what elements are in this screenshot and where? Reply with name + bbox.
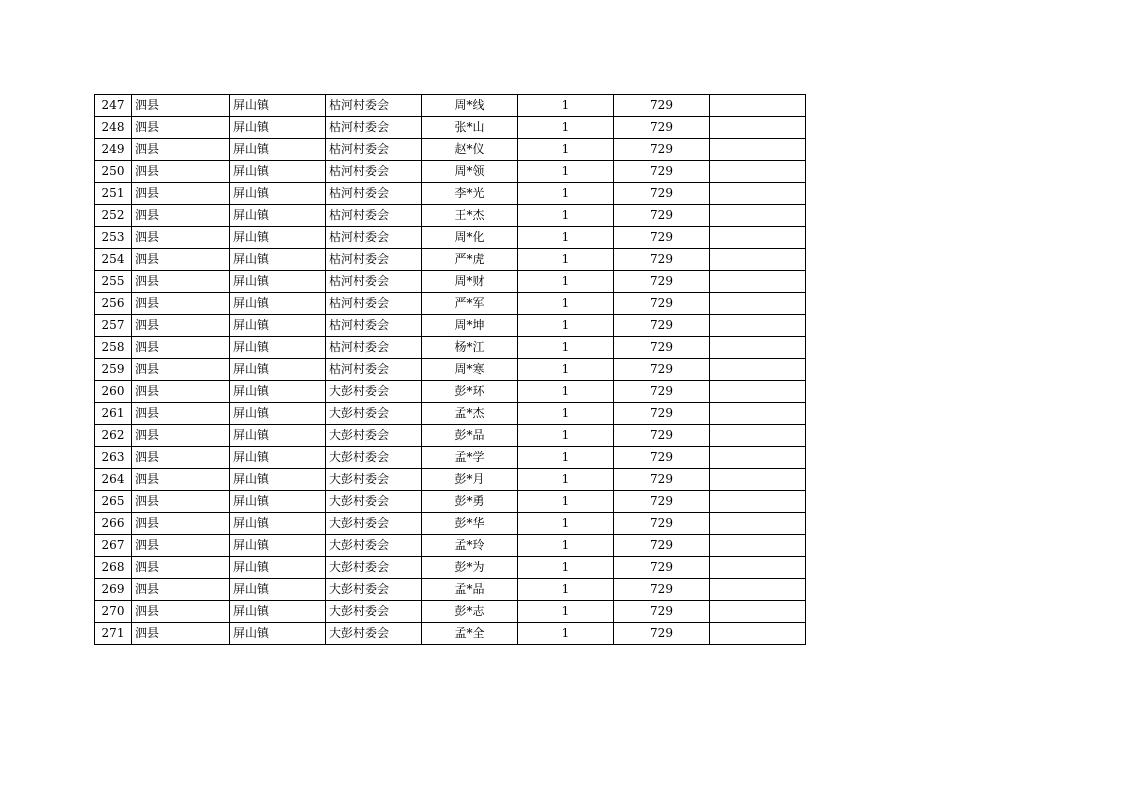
cell-note [710, 161, 806, 183]
cell-name: 周*领 [422, 161, 518, 183]
cell-count: 1 [518, 117, 614, 139]
cell-note [710, 403, 806, 425]
cell-note [710, 359, 806, 381]
cell-name: 孟*全 [422, 623, 518, 645]
cell-name: 彭*品 [422, 425, 518, 447]
cell-amount: 729 [614, 183, 710, 205]
cell-note [710, 381, 806, 403]
cell-name: 周*财 [422, 271, 518, 293]
cell-village: 大彭村委会 [326, 381, 422, 403]
cell-town: 屏山镇 [230, 227, 326, 249]
cell-county: 泗县 [132, 271, 230, 293]
cell-name: 周*化 [422, 227, 518, 249]
cell-name: 赵*仪 [422, 139, 518, 161]
cell-town: 屏山镇 [230, 205, 326, 227]
cell-county: 泗县 [132, 579, 230, 601]
cell-county: 泗县 [132, 337, 230, 359]
cell-note [710, 205, 806, 227]
cell-note [710, 183, 806, 205]
table-row [95, 161, 806, 183]
cell-serial-number: 268 [95, 557, 132, 579]
cell-amount: 729 [614, 139, 710, 161]
cell-count: 1 [518, 337, 614, 359]
table-row [95, 95, 806, 117]
cell-town: 屏山镇 [230, 315, 326, 337]
table-body [95, 95, 806, 645]
cell-county: 泗县 [132, 359, 230, 381]
cell-amount: 729 [614, 447, 710, 469]
cell-serial-number: 249 [95, 139, 132, 161]
cell-count: 1 [518, 579, 614, 601]
table-row [95, 249, 806, 271]
cell-serial-number: 269 [95, 579, 132, 601]
cell-amount: 729 [614, 403, 710, 425]
cell-county: 泗县 [132, 425, 230, 447]
cell-town: 屏山镇 [230, 139, 326, 161]
cell-serial-number: 270 [95, 601, 132, 623]
cell-count: 1 [518, 491, 614, 513]
cell-serial-number: 251 [95, 183, 132, 205]
cell-name: 彭*华 [422, 513, 518, 535]
cell-serial-number: 258 [95, 337, 132, 359]
cell-serial-number: 259 [95, 359, 132, 381]
table-row [95, 381, 806, 403]
cell-count: 1 [518, 95, 614, 117]
cell-amount: 729 [614, 579, 710, 601]
cell-village: 枯河村委会 [326, 249, 422, 271]
cell-name: 孟*学 [422, 447, 518, 469]
cell-note [710, 513, 806, 535]
cell-town: 屏山镇 [230, 183, 326, 205]
cell-village: 枯河村委会 [326, 315, 422, 337]
cell-name: 严*虎 [422, 249, 518, 271]
table-row [95, 447, 806, 469]
cell-town: 屏山镇 [230, 623, 326, 645]
cell-count: 1 [518, 513, 614, 535]
cell-count: 1 [518, 535, 614, 557]
cell-note [710, 249, 806, 271]
cell-serial-number: 265 [95, 491, 132, 513]
table-row [95, 557, 806, 579]
cell-village: 大彭村委会 [326, 425, 422, 447]
cell-town: 屏山镇 [230, 293, 326, 315]
cell-county: 泗县 [132, 469, 230, 491]
cell-serial-number: 257 [95, 315, 132, 337]
cell-count: 1 [518, 469, 614, 491]
cell-amount: 729 [614, 425, 710, 447]
cell-note [710, 271, 806, 293]
cell-note [710, 337, 806, 359]
cell-town: 屏山镇 [230, 403, 326, 425]
cell-amount: 729 [614, 535, 710, 557]
cell-village: 大彭村委会 [326, 601, 422, 623]
cell-county: 泗县 [132, 491, 230, 513]
cell-note [710, 117, 806, 139]
cell-count: 1 [518, 293, 614, 315]
table-row [95, 271, 806, 293]
cell-note [710, 425, 806, 447]
cell-town: 屏山镇 [230, 513, 326, 535]
cell-village: 枯河村委会 [326, 359, 422, 381]
table-row [95, 623, 806, 645]
table-row [95, 359, 806, 381]
cell-name: 周*线 [422, 95, 518, 117]
table-row [95, 205, 806, 227]
cell-amount: 729 [614, 95, 710, 117]
cell-count: 1 [518, 425, 614, 447]
cell-name: 孟*玲 [422, 535, 518, 557]
cell-village: 大彭村委会 [326, 535, 422, 557]
cell-note [710, 447, 806, 469]
cell-amount: 729 [614, 315, 710, 337]
cell-note [710, 557, 806, 579]
cell-village: 枯河村委会 [326, 161, 422, 183]
cell-town: 屏山镇 [230, 337, 326, 359]
table-row [95, 469, 806, 491]
cell-note [710, 601, 806, 623]
cell-count: 1 [518, 623, 614, 645]
cell-county: 泗县 [132, 447, 230, 469]
cell-count: 1 [518, 139, 614, 161]
cell-serial-number: 266 [95, 513, 132, 535]
cell-town: 屏山镇 [230, 271, 326, 293]
cell-village: 枯河村委会 [326, 271, 422, 293]
data-table [94, 94, 806, 645]
cell-amount: 729 [614, 271, 710, 293]
cell-name: 孟*品 [422, 579, 518, 601]
cell-count: 1 [518, 205, 614, 227]
cell-county: 泗县 [132, 117, 230, 139]
cell-name: 彭*为 [422, 557, 518, 579]
cell-village: 大彭村委会 [326, 447, 422, 469]
table-row [95, 117, 806, 139]
cell-town: 屏山镇 [230, 425, 326, 447]
cell-count: 1 [518, 227, 614, 249]
cell-amount: 729 [614, 491, 710, 513]
cell-amount: 729 [614, 227, 710, 249]
cell-amount: 729 [614, 623, 710, 645]
cell-note [710, 227, 806, 249]
cell-amount: 729 [614, 205, 710, 227]
cell-count: 1 [518, 447, 614, 469]
cell-count: 1 [518, 161, 614, 183]
cell-count: 1 [518, 271, 614, 293]
cell-serial-number: 248 [95, 117, 132, 139]
cell-count: 1 [518, 183, 614, 205]
cell-serial-number: 264 [95, 469, 132, 491]
cell-serial-number: 247 [95, 95, 132, 117]
cell-name: 彭*勇 [422, 491, 518, 513]
cell-name: 李*光 [422, 183, 518, 205]
cell-name: 王*杰 [422, 205, 518, 227]
cell-village: 大彭村委会 [326, 469, 422, 491]
cell-serial-number: 255 [95, 271, 132, 293]
cell-county: 泗县 [132, 227, 230, 249]
cell-serial-number: 253 [95, 227, 132, 249]
table-row [95, 183, 806, 205]
cell-amount: 729 [614, 513, 710, 535]
cell-town: 屏山镇 [230, 557, 326, 579]
table-row [95, 491, 806, 513]
cell-village: 枯河村委会 [326, 117, 422, 139]
cell-amount: 729 [614, 117, 710, 139]
cell-county: 泗县 [132, 293, 230, 315]
cell-county: 泗县 [132, 95, 230, 117]
cell-count: 1 [518, 359, 614, 381]
cell-town: 屏山镇 [230, 601, 326, 623]
cell-village: 枯河村委会 [326, 95, 422, 117]
cell-note [710, 623, 806, 645]
cell-serial-number: 271 [95, 623, 132, 645]
cell-county: 泗县 [132, 315, 230, 337]
cell-name: 周*坤 [422, 315, 518, 337]
cell-amount: 729 [614, 293, 710, 315]
cell-county: 泗县 [132, 205, 230, 227]
cell-amount: 729 [614, 469, 710, 491]
cell-serial-number: 263 [95, 447, 132, 469]
cell-village: 大彭村委会 [326, 513, 422, 535]
table-row [95, 315, 806, 337]
cell-count: 1 [518, 249, 614, 271]
cell-serial-number: 250 [95, 161, 132, 183]
cell-village: 枯河村委会 [326, 139, 422, 161]
cell-county: 泗县 [132, 161, 230, 183]
table-row [95, 601, 806, 623]
cell-county: 泗县 [132, 249, 230, 271]
table-row [95, 227, 806, 249]
cell-count: 1 [518, 381, 614, 403]
cell-serial-number: 252 [95, 205, 132, 227]
cell-village: 枯河村委会 [326, 293, 422, 315]
cell-note [710, 139, 806, 161]
cell-town: 屏山镇 [230, 535, 326, 557]
cell-county: 泗县 [132, 183, 230, 205]
table-row [95, 425, 806, 447]
cell-name: 彭*志 [422, 601, 518, 623]
cell-county: 泗县 [132, 623, 230, 645]
cell-amount: 729 [614, 557, 710, 579]
cell-village: 枯河村委会 [326, 337, 422, 359]
cell-name: 张*山 [422, 117, 518, 139]
cell-note [710, 579, 806, 601]
cell-town: 屏山镇 [230, 381, 326, 403]
cell-village: 大彭村委会 [326, 579, 422, 601]
cell-note [710, 491, 806, 513]
cell-town: 屏山镇 [230, 249, 326, 271]
cell-county: 泗县 [132, 403, 230, 425]
cell-county: 泗县 [132, 557, 230, 579]
cell-village: 枯河村委会 [326, 227, 422, 249]
cell-name: 彭*月 [422, 469, 518, 491]
cell-serial-number: 256 [95, 293, 132, 315]
cell-serial-number: 260 [95, 381, 132, 403]
cell-village: 枯河村委会 [326, 205, 422, 227]
cell-note [710, 95, 806, 117]
cell-note [710, 315, 806, 337]
cell-amount: 729 [614, 337, 710, 359]
cell-town: 屏山镇 [230, 161, 326, 183]
cell-serial-number: 267 [95, 535, 132, 557]
cell-amount: 729 [614, 249, 710, 271]
cell-name: 孟*杰 [422, 403, 518, 425]
cell-village: 大彭村委会 [326, 557, 422, 579]
cell-serial-number: 254 [95, 249, 132, 271]
table-row [95, 293, 806, 315]
cell-village: 大彭村委会 [326, 403, 422, 425]
cell-note [710, 469, 806, 491]
cell-amount: 729 [614, 161, 710, 183]
cell-village: 大彭村委会 [326, 491, 422, 513]
cell-county: 泗县 [132, 139, 230, 161]
table-row [95, 337, 806, 359]
cell-town: 屏山镇 [230, 491, 326, 513]
cell-village: 大彭村委会 [326, 623, 422, 645]
table-row [95, 403, 806, 425]
cell-note [710, 293, 806, 315]
cell-count: 1 [518, 601, 614, 623]
cell-town: 屏山镇 [230, 117, 326, 139]
cell-name: 周*寒 [422, 359, 518, 381]
cell-county: 泗县 [132, 381, 230, 403]
cell-note [710, 535, 806, 557]
cell-serial-number: 261 [95, 403, 132, 425]
cell-county: 泗县 [132, 601, 230, 623]
cell-county: 泗县 [132, 513, 230, 535]
cell-count: 1 [518, 403, 614, 425]
cell-name: 杨*江 [422, 337, 518, 359]
cell-amount: 729 [614, 359, 710, 381]
cell-town: 屏山镇 [230, 579, 326, 601]
cell-count: 1 [518, 315, 614, 337]
cell-amount: 729 [614, 381, 710, 403]
cell-town: 屏山镇 [230, 95, 326, 117]
table-row [95, 535, 806, 557]
cell-amount: 729 [614, 601, 710, 623]
cell-count: 1 [518, 557, 614, 579]
cell-name: 严*军 [422, 293, 518, 315]
cell-name: 彭*环 [422, 381, 518, 403]
cell-town: 屏山镇 [230, 469, 326, 491]
table-row [95, 513, 806, 535]
cell-town: 屏山镇 [230, 447, 326, 469]
table-row [95, 579, 806, 601]
cell-town: 屏山镇 [230, 359, 326, 381]
cell-village: 枯河村委会 [326, 183, 422, 205]
cell-serial-number: 262 [95, 425, 132, 447]
cell-county: 泗县 [132, 535, 230, 557]
table-row [95, 139, 806, 161]
